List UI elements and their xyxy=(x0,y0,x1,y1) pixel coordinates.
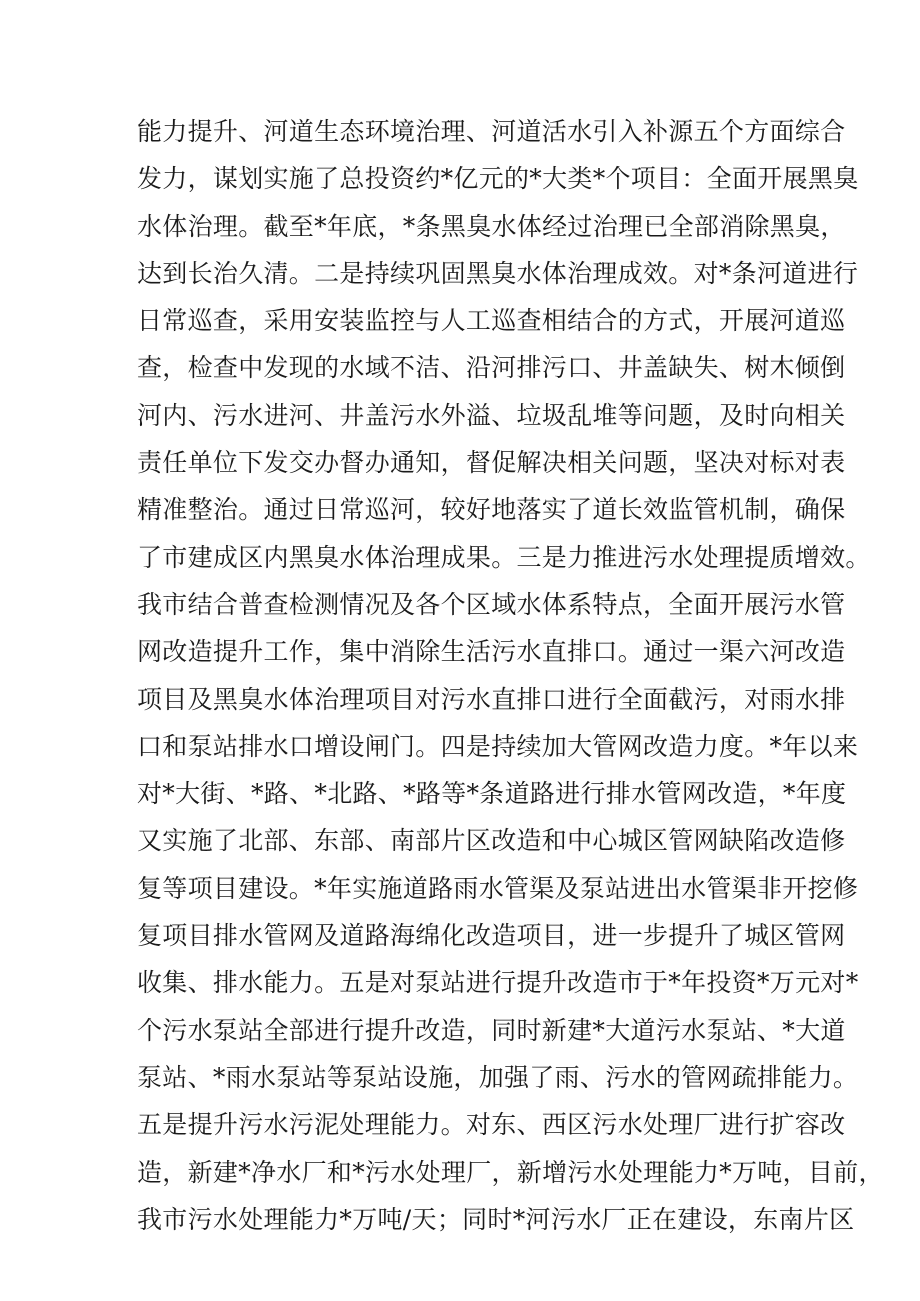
text-line: 项目及黑臭水体治理项目对污水直排口进行全面截污，对雨水排 xyxy=(137,684,846,714)
text-line: 查，检查中发现的水域不洁、沿河排污口、井盖缺失、树木倾倒 xyxy=(137,353,846,383)
text-line: 能力提升、河道生态环境治理、河道活水引入补源五个方面综合 xyxy=(137,117,846,146)
text-line: 河内、污水进河、井盖污水外溢、垃圾乱堆等问题，及时向相关 xyxy=(137,400,846,430)
text-line: 复等项目建设。*年实施道路雨水管渠及泵站进出水管渠非开挖修 xyxy=(137,873,859,903)
text-line: 水体治理。截至*年底，*条黑臭水体经过治理已全部消除黑臭， xyxy=(137,211,846,241)
text-line: 我市结合普查检测情况及各个区域水体系特点，全面开展污水管 xyxy=(137,589,846,619)
body-text xyxy=(137,108,884,1243)
text-line: 发力，谋划实施了总投资约*亿元的*大类*个项目：全面开展黑臭 xyxy=(137,164,859,194)
text-line: 我市污水处理能力*万吨/天；同时*河污水厂正在建设，东南片区 xyxy=(137,1204,855,1234)
text-line: 收集、排水能力。五是对泵站进行提升改造市于*年投资*万元对* xyxy=(137,968,859,998)
text-line: 又实施了北部、东部、南部片区改造和中心城区管网缺陷改造修 xyxy=(137,826,846,856)
text-line: 精准整治。通过日常巡河，较好地落实了道长效监管机制，确保 xyxy=(137,495,846,525)
text-line: 网改造提升工作，集中消除生活污水直排口。通过一渠六河改造 xyxy=(137,637,846,667)
text-line: 责任单位下发交办督办通知，督促解决相关问题，坚决对标对表 xyxy=(137,448,846,478)
text-line: 日常巡查，采用安装监控与人工巡查相结合的方式，开展河道巡 xyxy=(137,306,846,336)
text-line: 个污水泵站全部进行提升改造，同时新建*大道污水泵站、*大道 xyxy=(137,1015,846,1045)
text-line: 造，新建*净水厂和*污水处理厂，新增污水处理能力*万吨，目前， xyxy=(137,1157,884,1187)
text-line: 对*大街、*路、*北路、*路等*条道路进行排水管网改造，*年度 xyxy=(137,779,847,809)
text-line: 泵站、*雨水泵站等泵站设施，加强了雨、污水的管网疏排能力。 xyxy=(137,1062,859,1092)
text-line: 达到长治久清。二是持续巩固黑臭水体治理成效。对*条河道进行 xyxy=(137,258,859,288)
text-line: 口和泵站排水口增设闸门。四是持续加大管网改造力度。*年以来 xyxy=(137,731,859,761)
text-line: 五是提升污水污泥处理能力。对东、西区污水处理厂进行扩容改 xyxy=(137,1110,846,1140)
text-line: 复项目排水管网及道路海绵化改造项目，进一步提升了城区管网 xyxy=(137,921,846,951)
text-line: 了市建成区内黑臭水体治理成果。三是力推进污水处理提质增效。 xyxy=(137,542,871,572)
